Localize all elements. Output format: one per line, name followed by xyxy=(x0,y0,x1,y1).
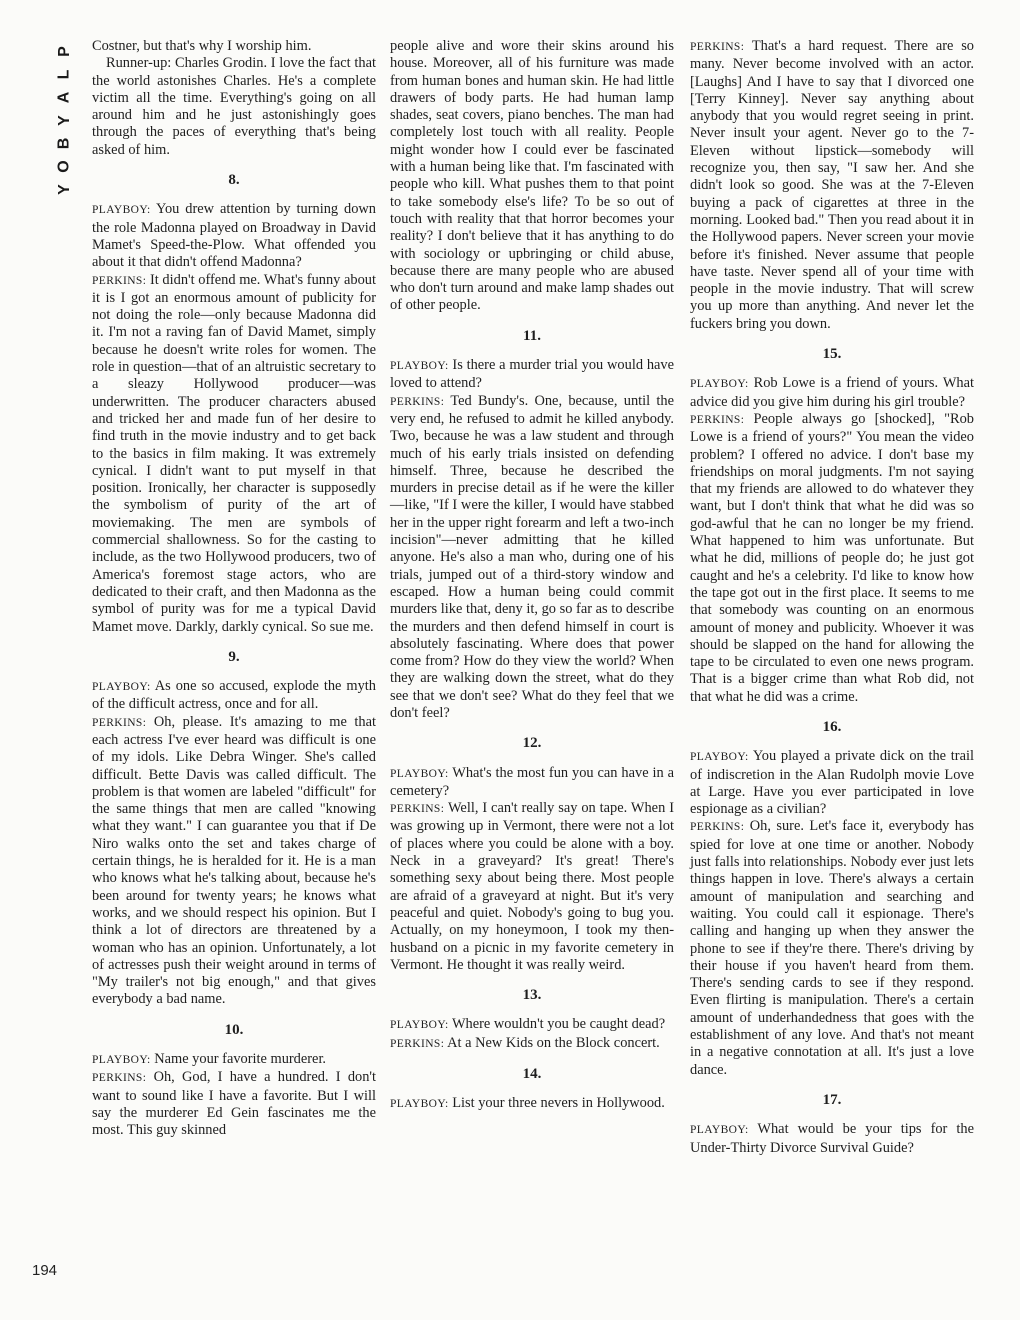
interview-paragraph xyxy=(690,818,974,1078)
interview-paragraph xyxy=(92,272,376,636)
question-number: 11. xyxy=(523,327,541,344)
masthead-letter: P xyxy=(55,46,73,57)
speaker-label: PERKINS: xyxy=(92,274,147,287)
paragraph-text: Ted Bundy's. One, because, until the very end, he refused to admit he killed anybody. Two, because he was a law student and through much of his early trials insisted on defending himself. Three, because he described the murders in precise detail as if he were the killer—like, "If I were the killer, I would have stabbed her in the upper right forearm and left a two-inch incision"—never admitting that he killed anyone. He's also a man who, during one of his trials, jumped out of a third-story window and escaped. How a human being could commit murders like that, deny it, go so far as to describe the murders and then defend himself in court is absolutely fascinating. Where does that power come from? How do they view the world? When they are walking down the street, what do they see that we don't see? What do they feel that we don't feel? xyxy=(390,392,674,721)
interview-paragraph xyxy=(690,375,974,411)
question-number: 10. xyxy=(224,1021,244,1038)
speaker-label: PERKINS: xyxy=(690,821,745,834)
speaker-label: PERKINS: xyxy=(92,716,147,729)
masthead-letter: A xyxy=(55,91,73,104)
paragraph-text: People always go [shocked], "Rob Lowe is a friend of yours?" You mean the video problem? I offered no advice. I don't base my friendships on moral judgments. I'm not saying that my friends are allowed to do whatever they want, but I don't think that what he did was so god-awful that he can no longer be my friend. What happened to him was unfortunate. But what he did, millions of people do; he just got caught and he's a celebrity. I'd like to know how the tape got out in the first place. It seems to me that somebody was counting on an enormous amount of money and publicity. Whoever it was should be slapped on the hand for allowing the tape to be circulated to even one news program. That is a bigger crime than what Rob did, not that what he did was a crime. xyxy=(690,410,974,705)
paragraph-text: What would be your tips for the Under-Thirty Divorce Survival Guide? xyxy=(690,1121,974,1156)
page-number: 194 xyxy=(32,1262,58,1279)
interview-paragraph xyxy=(690,748,974,818)
column-3 xyxy=(690,38,974,1157)
speaker-label: PERKINS: xyxy=(390,1037,445,1050)
speaker-label: PERKINS: xyxy=(690,413,745,426)
speaker-label: PERKINS: xyxy=(92,1072,147,1085)
speaker-label: PERKINS: xyxy=(690,41,745,53)
paragraph-text: Oh, please. It's amazing to me that each actress I've ever heard was difficult is one of my idols. Like Debra Winger. She's called difficult. Bette Davis was called difficult. The problem is that women are labeled "difficult" for the same things that men are called "knowing what they want." I can guarantee you that if De Niro walks onto the set and takes charge of certain things, he is heralded for it. He is a man who knows what he's talking about, because he's been around for twenty years; he knows what works, and we should respect his opinion. But I think a lot of directors are threatened by a woman who has an opinion. Unfortunately, a lot of actresses push their weight around in terms of "My trailer's not big enough," and that gives everybody a bad name. xyxy=(92,713,377,1008)
body-paragraph: Costner, but that's why I worship him. xyxy=(92,38,312,54)
paragraph-text: List your three nevers in Hollywood. xyxy=(452,1095,665,1112)
speaker-label: PLAYBOY: xyxy=(390,1019,449,1032)
paragraph-text: It didn't offend me. What's funny about it is I got an enormous amount of publicity for not doing the role—only because Madonna did it. I'm not a raving fan of David Mamet, simply because he doesn't write roles for women. The role in question—that of an altruistic secretary to a sleazy Hollywood producer—was underwritten. The producer characters abused and tricked her and made fun of her desire to find truth in the movie industry and to get back to the basics in film making. It was extremely cynical. I didn't want to put myself in that position. Ironically, her character is supposedly the symbolism of purity of the art of moviemaking. The men are symbols of commercial shallowness. So for the casting to include, as the two Hollywood producers, two of America's foremost stage actors, who are dedicated to their craft, and then Madonna as the symbol of purity was for me a typical David Mamet move. Darkly, darkly cynical. So sue me. xyxy=(92,271,376,635)
interview-paragraph xyxy=(390,800,674,974)
speaker-label: PLAYBOY: xyxy=(390,767,449,780)
question-number: 8. xyxy=(228,172,240,189)
column-1 xyxy=(92,38,376,1140)
paragraph-text: As one so accused, explode the myth of the difficult actress, once and for all. xyxy=(92,678,376,713)
interview-paragraph xyxy=(390,1016,674,1034)
paragraph-text: Rob Lowe is a friend of yours. What advice did you give him during his girl trouble? xyxy=(690,375,974,410)
interview-paragraph xyxy=(390,393,674,723)
question-number: 15. xyxy=(822,346,842,363)
speaker-label: PLAYBOY: xyxy=(92,204,151,217)
question-number: 14. xyxy=(522,1066,542,1083)
interview-paragraph xyxy=(690,411,974,706)
paragraph-text: Well, I can't really say on tape. When I was growing up in Vermont, there were not a lot of places where you could be alone with a boy. Neck in a graveyard? It's great! There's something sexy about being there. Most people are afraid of a graveyard at night. But it's very peaceful and quiet. Nobody's going to bug you. Actually, on my honeymoon, I took my then-husband on a picnic in my favorite cemetery in Vermont. He thought it was really weird. xyxy=(390,800,674,973)
masthead-letter: O xyxy=(55,160,73,173)
masthead-letter: L xyxy=(55,69,73,80)
interview-paragraph xyxy=(92,201,376,271)
interview-paragraph xyxy=(92,714,376,1009)
interview-paragraph xyxy=(690,1121,974,1157)
speaker-label: PLAYBOY: xyxy=(390,1098,449,1111)
interview-paragraph xyxy=(690,38,974,333)
speaker-label: PERKINS: xyxy=(390,803,445,816)
speaker-label: PERKINS: xyxy=(390,395,445,408)
speaker-label: PLAYBOY: xyxy=(690,378,749,391)
interview-paragraph xyxy=(390,357,674,393)
question-number: 17. xyxy=(822,1091,842,1108)
paragraph-text: Is there a murder trial you would have loved to attend? xyxy=(390,357,674,392)
masthead-letter: B xyxy=(55,137,73,150)
question-number: 9. xyxy=(228,648,240,665)
paragraph-text: Name your favorite murderer. xyxy=(154,1051,327,1068)
paragraph-text: What's the most fun you can have in a cemetery? xyxy=(390,764,674,799)
interview-paragraph xyxy=(390,765,674,801)
column-2 xyxy=(390,38,674,1114)
speaker-label: PLAYBOY: xyxy=(92,681,151,694)
body-paragraph: people alive and wore their skins around his house. Moreover, all of his furniture was made from human bones and human skin. He had little drawers of body parts. He had human lamp shades, seat covers, piano benches. The man had completely lost touch with all reality. People might wonder how I could ever be fascinated with a human being like that. I'm fascinated with people who kill. What pushes them to that point to take somebody else's life? To be so out of touch with reality that that horror becomes your reality? I don't believe that it has anything to do with sociology or upbringing or child abuse, because there are many people who are abused who don't turn around and make lamp shades out of other people. xyxy=(390,38,674,314)
speaker-label: PLAYBOY: xyxy=(92,1054,151,1067)
masthead-letter: Y xyxy=(55,115,73,126)
question-number: 13. xyxy=(522,987,542,1004)
paragraph-text: That's a hard request. There are so many. Never become involved with an actor. [Laughs] And I have to say that I divorced one [Terry Kinney]. Never say anything about anybody that you would regret seeing in print. Never insult your agent. Never go to the 7-Eleven without lipstick—somebody will recognize you, then say, "I saw her. And she didn't look so good. She was at the 7-Eleven buying a pack of cigarettes at three in the morning. Looked bad." Then you read about it in the Hollywood papers. Never screen your movie before it's finished. Never assume that people have taste. Never spend all of your time with people in the movie industry. That will screw you up more than anything. And never let the fuckers bring you down. xyxy=(690,38,974,332)
paragraph-text: You played a private dick on the trail of indiscretion in the Alan Rudolph movie Love at Large. Have you ever participated in love espionage as a civilian? xyxy=(690,748,974,818)
paragraph-text: Oh, sure. Let's face it, everybody has spied for love at one time or another. Nobody just falls into relationships. Nobody ever just lets things happen in love. There's always a certain amount of manipulation and searching and waiting. You could call it espionage. There's calling and hanging up when they answer the phone to see if they're there. There's driving by their house if you haven't heard from them. There's sending cards to see if they respond. Even flirting is manipulation. There's a certain amount of underhandedness that goes with the establishment of any love. And that's not meant in a negative connotation at all. It's just a love dance. xyxy=(690,818,974,1078)
interview-paragraph xyxy=(390,1035,674,1053)
masthead-letter: Y xyxy=(55,184,73,195)
body-paragraph: Runner-up: Charles Grodin. I love the fact that the world astonishes Charles. He's a complete victim all the time. Everything's going on all around him and he just astonishingly goes through the paces of everything that's being asked of him. xyxy=(92,55,376,158)
paragraph-text: Oh, God, I have a hundred. I don't want to sound like I have a favorite. But I will say the murderer Ed Gein fascinates me the most. This guy skinned xyxy=(92,1069,376,1139)
interview-paragraph xyxy=(92,1069,376,1139)
paragraph-text: You drew attention by turning down the role Madonna played on Broadway in David Mamet's Speed-the-Plow. What offended you about it that didn't offend Madonna? xyxy=(92,201,376,271)
question-number: 16. xyxy=(822,718,842,735)
speaker-label: PLAYBOY: xyxy=(390,360,449,373)
speaker-label: PLAYBOY: xyxy=(690,751,749,764)
speaker-label: PLAYBOY: xyxy=(690,1124,749,1137)
interview-paragraph xyxy=(390,1095,674,1113)
interview-paragraph xyxy=(92,1051,376,1069)
masthead-playboy xyxy=(53,40,75,201)
paragraph-text: At a New Kids on the Block concert. xyxy=(447,1034,660,1051)
question-number: 12. xyxy=(522,735,542,752)
interview-paragraph xyxy=(92,678,376,714)
paragraph-text: Where wouldn't you be caught dead? xyxy=(451,1016,666,1033)
